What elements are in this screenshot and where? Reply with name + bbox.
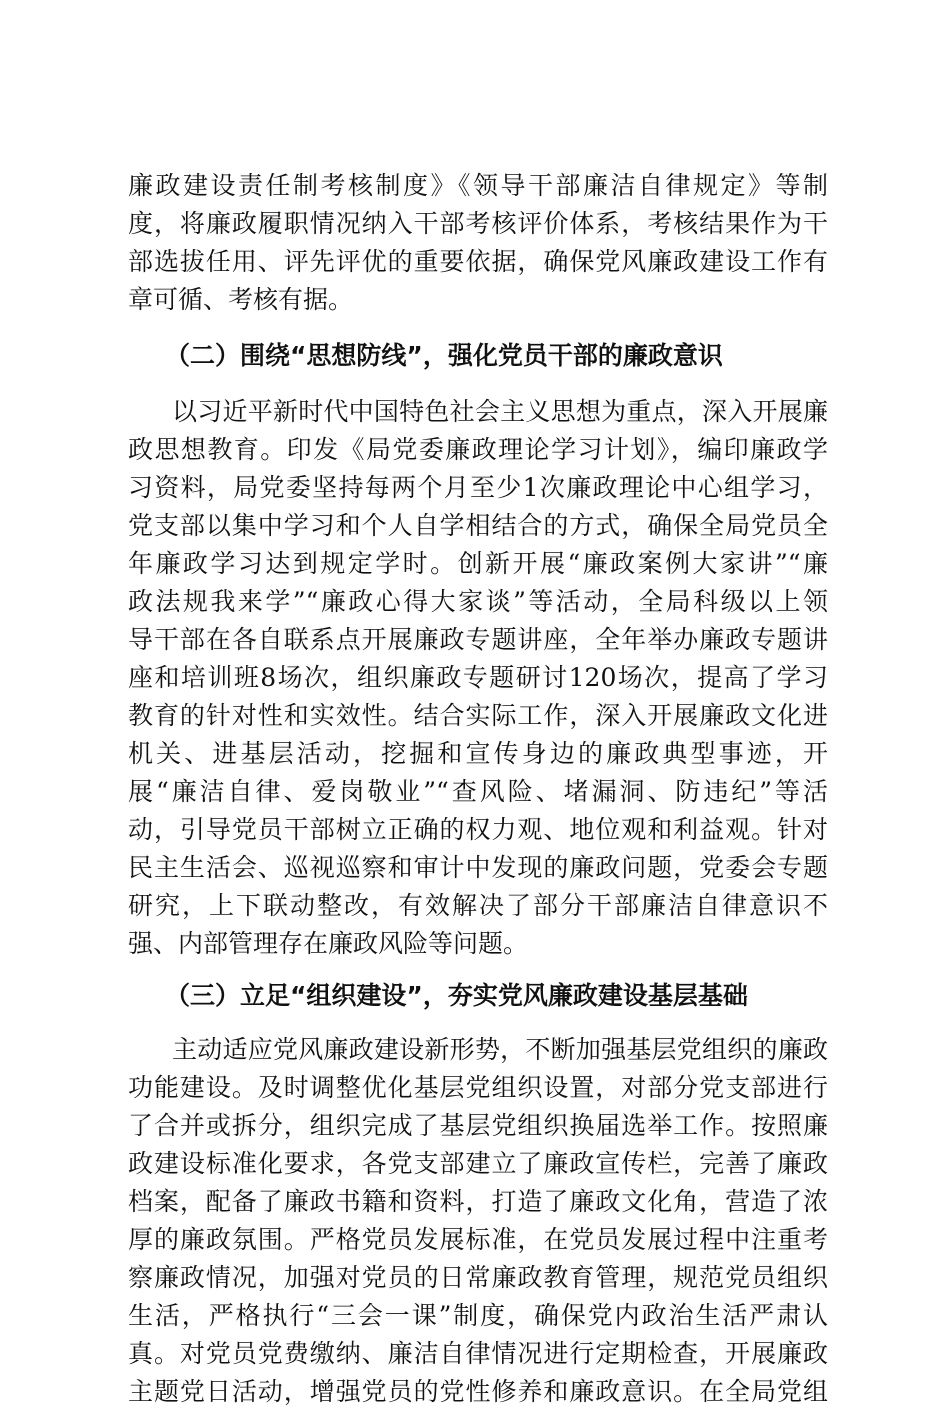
paragraph-2-line-11: 展“廉洁自律、爱岗敬业”“查风险、堵漏洞、防违纪”等活	[128, 777, 828, 806]
paragraph-2-line-14: 研究，上下联动整改，有效解决了部分干部廉洁自律意识不	[128, 891, 828, 920]
paragraph-1-line-2: 度，将廉政履职情况纳入干部考核评价体系，考核结果作为干	[128, 209, 828, 238]
paragraph-3-line-8: 生活，严格执行“三会一课”制度，确保党内政治生活严肃认	[128, 1301, 828, 1330]
paragraph-2-line-3: 习资料，局党委坚持每两个月至少1次廉政理论中心组学习，	[128, 473, 828, 502]
paragraph-2-line-10: 机关、进基层活动，挖掘和宣传身边的廉政典型事迹，开	[128, 739, 828, 768]
paragraph-2-line-8: 座和培训班8场次，组织廉政专题研讨120场次，提高了学习	[128, 663, 828, 692]
paragraph-3-line-7: 察廉政情况，加强对党员的日常廉政教育管理，规范党员组织	[128, 1263, 828, 1292]
paragraph-2-line-5: 年廉政学习达到规定学时。创新开展“廉政案例大家讲”“廉	[128, 549, 828, 578]
paragraph-3-line-1: 主动适应党风廉政建设新形势，不断加强基层党组织的廉政	[172, 1035, 828, 1064]
paragraph-2-line-12: 动，引导党员干部树立正确的权力观、地位观和利益观。针对	[128, 815, 828, 844]
paragraph-1-line-3: 部选拔任用、评先评优的重要依据，确保党风廉政建设工作有	[128, 247, 828, 276]
paragraph-2-line-2: 政思想教育。印发《局党委廉政理论学习计划》，编印廉政学	[128, 435, 828, 464]
paragraph-1-line-4: 章可循、考核有据。	[128, 285, 354, 314]
paragraph-3-line-4: 政建设标准化要求，各党支部建立了廉政宣传栏，完善了廉政	[128, 1149, 828, 1178]
paragraph-3-line-6: 厚的廉政氛围。严格党员发展标准，在党员发展过程中注重考	[128, 1225, 828, 1254]
paragraph-2-line-15: 强、内部管理存在廉政风险等问题。	[128, 929, 529, 958]
paragraph-3-line-3: 了合并或拆分，组织完成了基层党组织换届选举工作。按照廉	[128, 1111, 828, 1140]
paragraph-2-line-7: 导干部在各自联系点开展廉政专题讲座，全年举办廉政专题讲	[128, 625, 828, 654]
paragraph-2-line-6: 政法规我来学”“廉政心得大家谈”等活动，全局科级以上领	[128, 587, 828, 616]
paragraph-2-line-13: 民主生活会、巡视巡察和审计中发现的廉政问题，党委会专题	[128, 853, 828, 882]
paragraph-1-line-1: 廉政建设责任制考核制度》《领导干部廉洁自律规定》等制	[128, 171, 828, 200]
paragraph-3-line-10: 主题党日活动，增强党员的党性修养和廉政意识。在全局党组	[128, 1377, 828, 1406]
paragraph-3-line-2: 功能建设。及时调整优化基层党组织设置，对部分党支部进行	[128, 1073, 828, 1102]
paragraph-2-line-4: 党支部以集中学习和个人自学相结合的方式，确保全局党员全	[128, 511, 828, 540]
paragraph-3-line-5: 档案，配备了廉政书籍和资料，打造了廉政文化角，营造了浓	[128, 1187, 828, 1216]
section-heading-2: （二）围绕“思想防线”，强化党员干部的廉政意识	[165, 341, 723, 370]
section-heading-3: （三）立足“组织建设”，夯实党风廉政建设基层基础	[165, 981, 748, 1010]
paragraph-2-line-9: 教育的针对性和实效性。结合实际工作，深入开展廉政文化进	[128, 701, 828, 730]
paragraph-3-line-9: 真。对党员党费缴纳、廉洁自律情况进行定期检查，开展廉政	[128, 1339, 828, 1368]
paragraph-2-line-1: 以习近平新时代中国特色社会主义思想为重点，深入开展廉	[172, 397, 828, 426]
